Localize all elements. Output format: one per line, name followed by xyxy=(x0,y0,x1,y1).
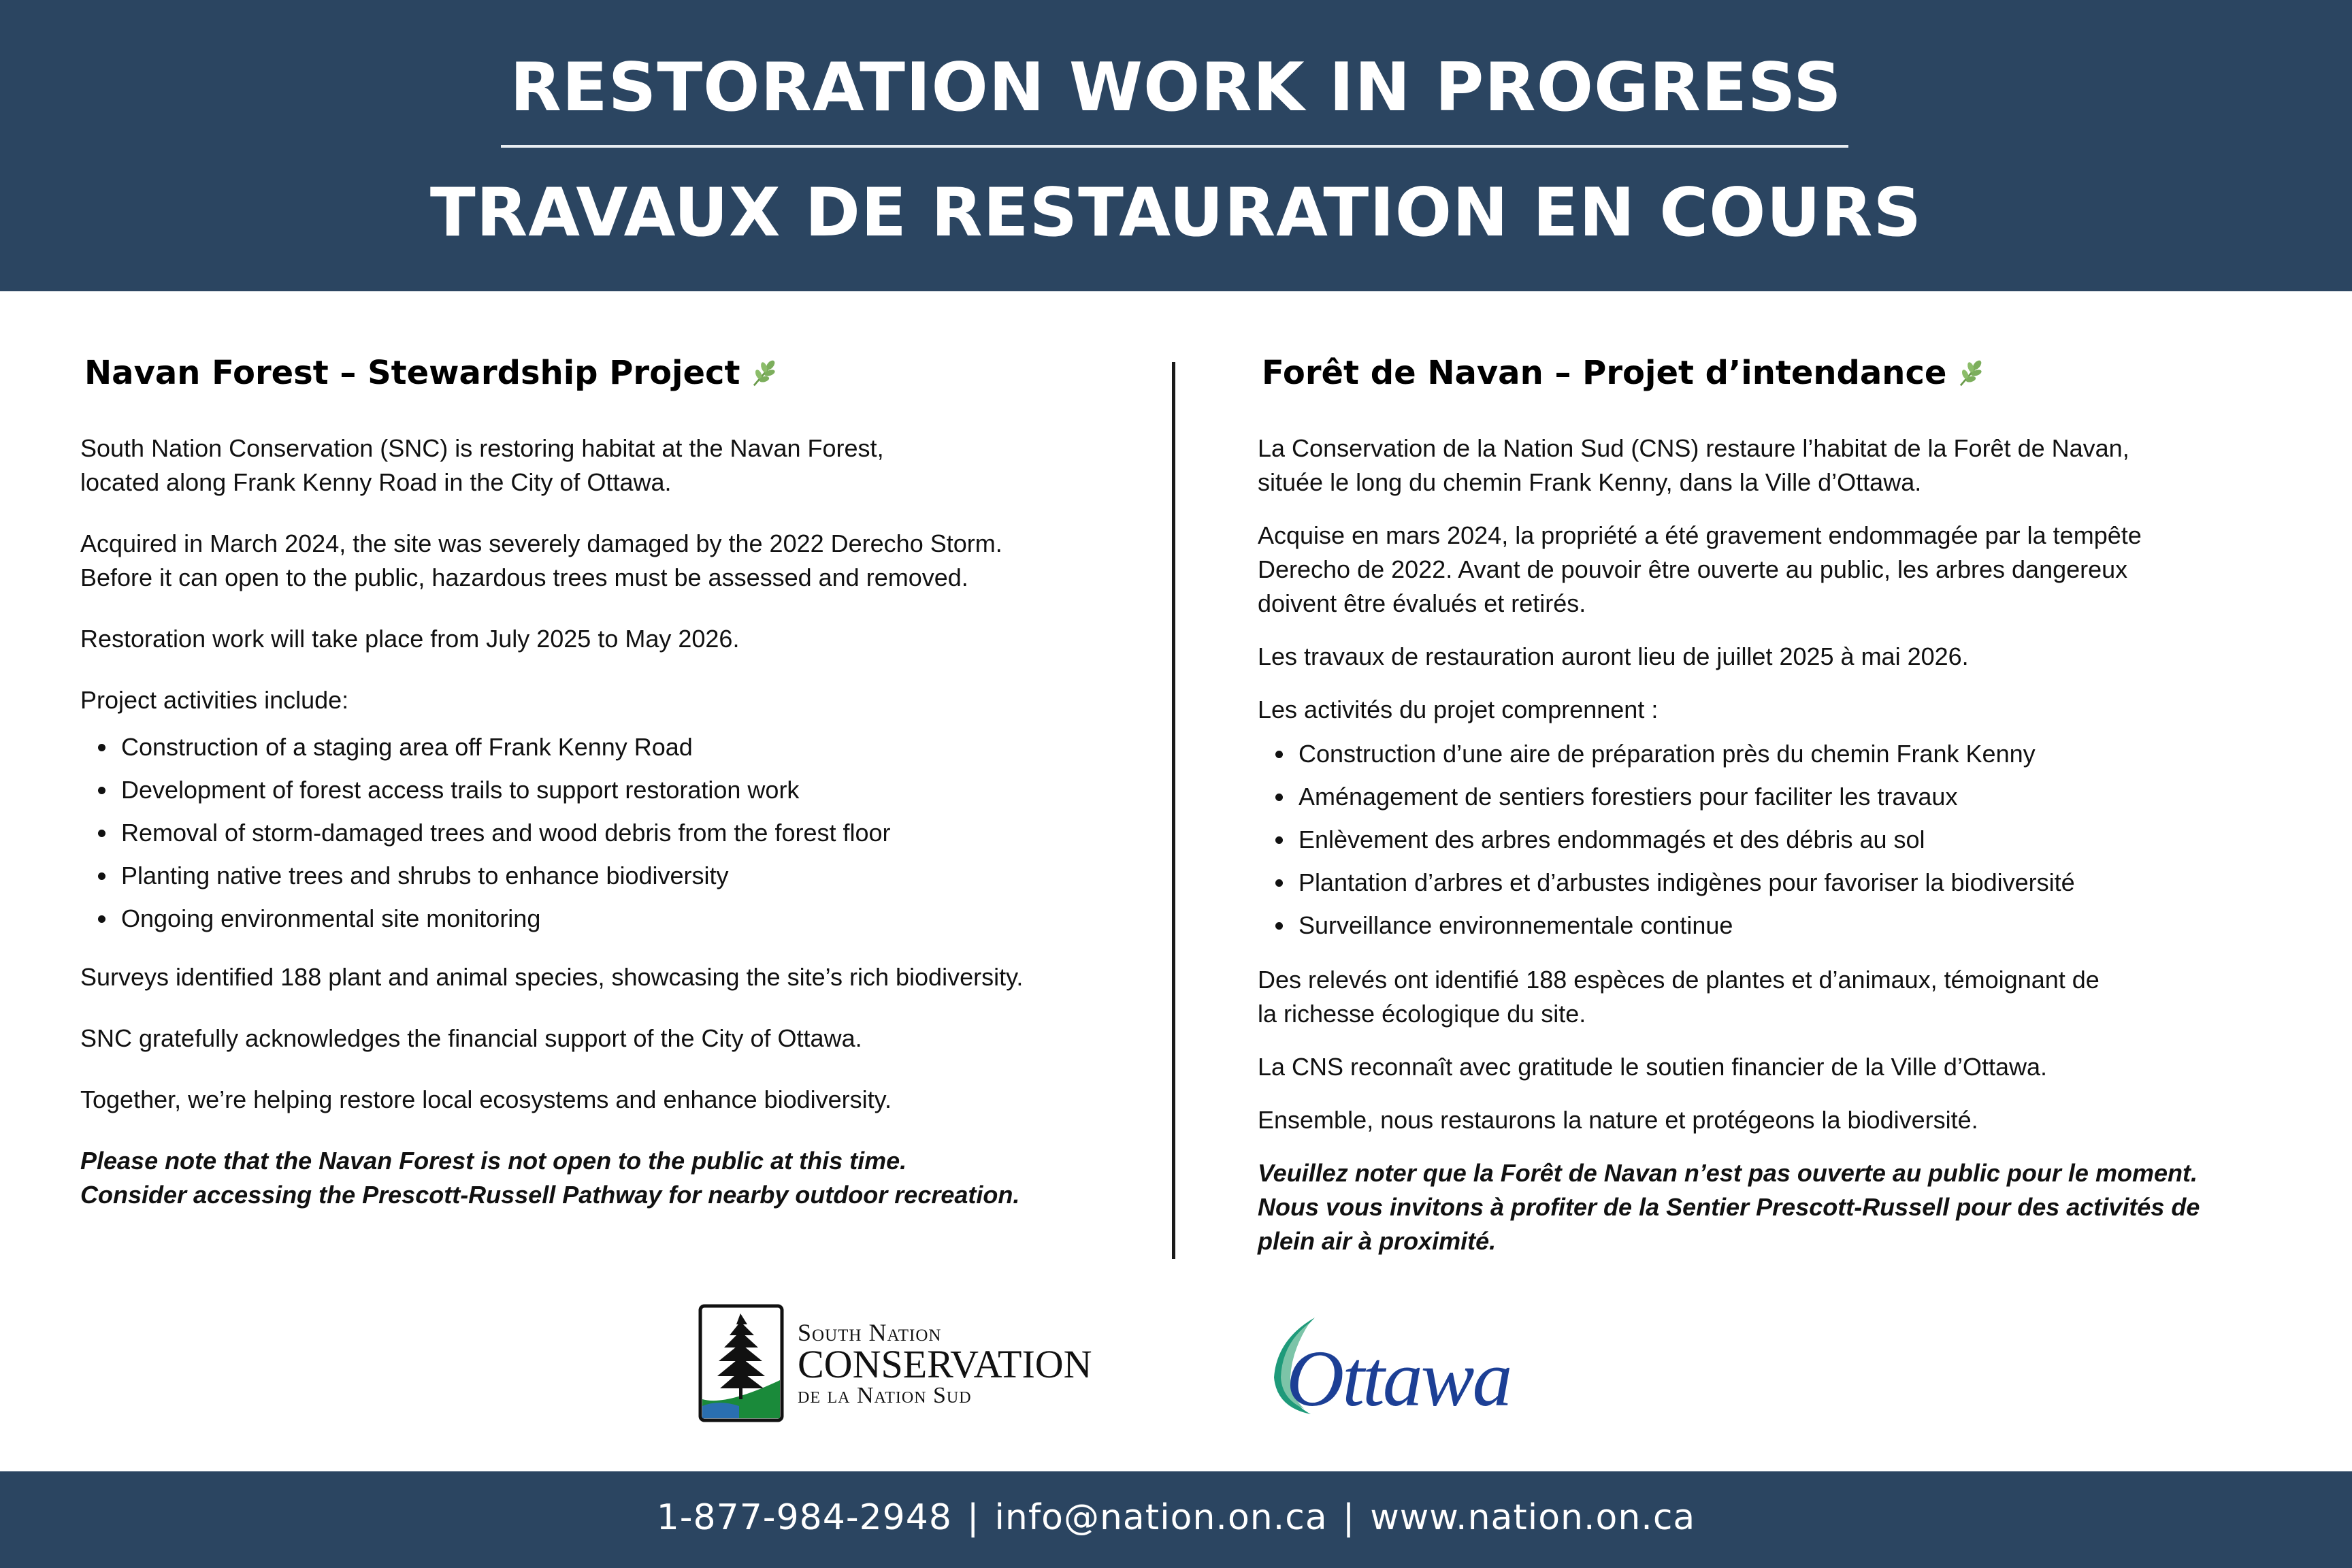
list-item: Construction d’une aire de préparation près du chemin Frank Kenny xyxy=(1298,732,2278,775)
french-acknowledgement: La CNS reconnaît avec gratitude le soutien financier de la Ville d’Ottawa. xyxy=(1258,1053,2047,1081)
french-intro: La Conservation de la Nation Sud (CNS) restaure l’habitat de la Forêt de Navan, située le long du chemin Frank Kenny, dans la Ville d’Ottawa. xyxy=(1258,434,2129,496)
english-activities-list xyxy=(80,725,1142,940)
list-item: Development of forest access trails to support restoration work xyxy=(121,768,1142,811)
list-item: Enlèvement des arbres endommagés et des débris au sol xyxy=(1298,818,2278,861)
snc-wordmark: South Nation CONSERVATION de la Nation Sud xyxy=(798,1319,1092,1408)
ottawa-wordmark: Ottawa xyxy=(1286,1334,1511,1423)
list-item: Planting native trees and shrubs to enhance biodiversity xyxy=(121,854,1142,897)
french-activities-label: Les activités du projet comprennent : xyxy=(1258,696,1659,723)
french-activities-list xyxy=(1258,732,2278,947)
english-note: Please note that the Navan Forest is not open to the public at this time. Consider accessing the Prescott-Russell Pathway for nearby outdoor recreation. xyxy=(80,1147,1020,1209)
french-together: Ensemble, nous restaurons la nature et protégeons la biodiversité. xyxy=(1258,1106,1978,1134)
ottawa-logo xyxy=(1256,1312,1511,1423)
footer-bar xyxy=(0,1471,2352,1568)
english-acknowledgement: SNC gratefully acknowledges the financial support of the City of Ottawa. xyxy=(80,1024,862,1052)
list-item: Surveillance environnementale continue xyxy=(1298,904,2278,947)
english-activities-label: Project activities include: xyxy=(80,686,349,714)
english-column xyxy=(80,354,1142,1239)
column-divider xyxy=(1172,362,1175,1259)
english-intro: South Nation Conservation (SNC) is restoring habitat at the Navan Forest, located along Frank Kenny Road in the City of Ottawa. xyxy=(80,434,884,496)
pine-tree-icon xyxy=(698,1304,784,1422)
leaf-icon xyxy=(1956,357,1987,389)
french-survey: Des relevés ont identifié 188 espèces de plantes et d’animaux, témoignant de la richesse écologique du site. xyxy=(1258,966,2100,1028)
footer-contact: 1-877-984-2948 | info@nation.on.ca | www.nation.on.ca xyxy=(656,1497,1696,1538)
french-heading xyxy=(1262,354,2278,392)
french-heading-text: Forêt de Navan – Projet d’intendance xyxy=(1262,354,1947,392)
phone-number[interactable]: 1-877-984-2948 xyxy=(656,1497,952,1538)
snc-logo xyxy=(698,1304,1093,1426)
english-heading xyxy=(84,354,1142,392)
list-item: Plantation d’arbres et d’arbustes indigènes pour favoriser la biodiversité xyxy=(1298,861,2278,904)
french-schedule: Les travaux de restauration auront lieu de juillet 2025 à mai 2026. xyxy=(1258,642,1969,670)
english-history: Acquired in March 2024, the site was severely damaged by the 2022 Derecho Storm. Before it can open to the public, hazardous trees must be assessed and removed. xyxy=(80,529,1002,591)
english-schedule: Restoration work will take place from July 2025 to May 2026. xyxy=(80,625,740,653)
header-banner xyxy=(0,0,2352,291)
english-survey: Surveys identified 188 plant and animal species, showcasing the site’s rich biodiversity. xyxy=(80,963,1024,991)
french-history: Acquise en mars 2024, la propriété a été gravement endommagée par la tempête Derecho de 2022. Avant de pouvoir être ouverte au public, les arbres dangereux doivent être évalués et retirés. xyxy=(1258,521,2142,617)
list-item: Ongoing environmental site monitoring xyxy=(121,897,1142,940)
list-item: Removal of storm-damaged trees and wood debris from the forest floor xyxy=(121,811,1142,854)
title-divider xyxy=(501,145,1848,148)
title-english: RESTORATION WORK IN PROGRESS xyxy=(510,49,1842,127)
leaf-icon xyxy=(749,357,781,389)
website-link[interactable]: www.nation.on.ca xyxy=(1370,1497,1696,1538)
list-item: Aménagement de sentiers forestiers pour faciliter les travaux xyxy=(1298,775,2278,818)
french-column xyxy=(1258,354,2278,1277)
english-together: Together, we’re helping restore local ecosystems and enhance biodiversity. xyxy=(80,1085,892,1113)
list-item: Construction of a staging area off Frank Kenny Road xyxy=(121,725,1142,768)
title-french: TRAVAUX DE RESTAURATION EN COURS xyxy=(429,174,1923,252)
english-heading-text: Navan Forest – Stewardship Project xyxy=(84,354,740,392)
email-link[interactable]: info@nation.on.ca xyxy=(994,1497,1328,1538)
french-note: Veuillez noter que la Forêt de Navan n’est pas ouverte au public pour le moment. Nous vous invitons à profiter de la Sentier Prescott-Russell pour des activités de plein air à proximité. xyxy=(1258,1159,2200,1255)
